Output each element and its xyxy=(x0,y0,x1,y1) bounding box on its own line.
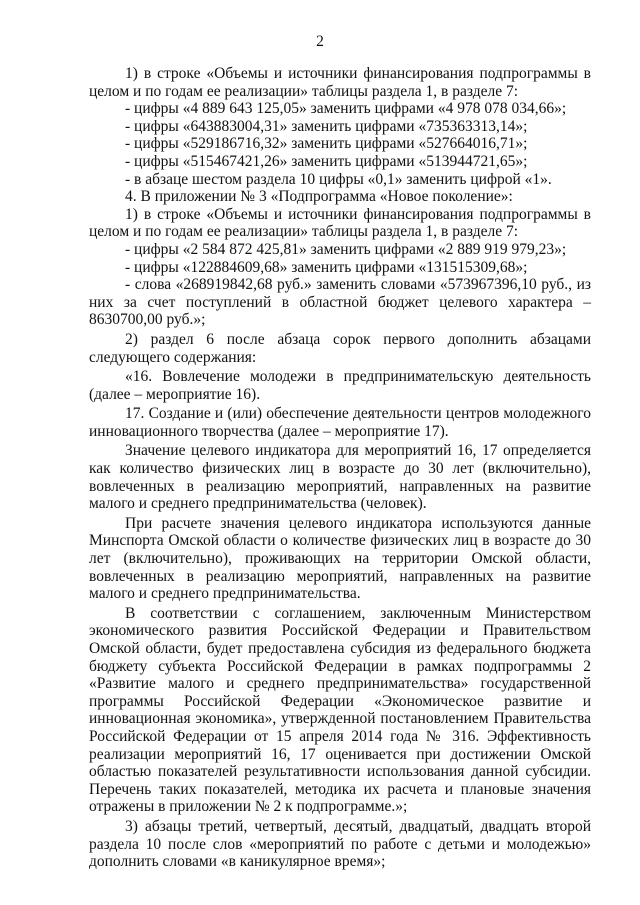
list-item-replace-year1: - цифры «643883004,31» заменить цифрами «735363313,14»; xyxy=(125,117,528,135)
list-item-replace-total: - цифры «4 889 643 125,05» заменить цифрами «4 978 078 034,66»; xyxy=(125,100,567,118)
page-number: 2 xyxy=(316,33,324,50)
list-item-replace-total-new-gen: - цифры «2 584 872 425,81» заменить цифрами «2 889 919 979,23»; xyxy=(125,240,567,258)
paragraph-federal-subsidy: В соответствии с соглашением, заключенным Министерством экономического развития Российской Федерации и Правительством Омской области, будет предоставлена субсидия из федерального бюджета бюджету субъекта Российской Федерации в рамках подпрограммы 2 «Развитие малого и среднего предпринимательства» государственной программы Российской Федерации «Экономическое развитие и инновационная экономика», утвержденной постановлением Правительства Российской Федерации от 15 апреля 2014 года № 316. Эффективность реализации мероприятий 16, 17 оценивается при достижении Омской областью показателей результативности использования данной субсидии. Перечень таких показателей, методика их расчета и плановые значения отражены в приложении № 2 к подпрограмме.»; xyxy=(89,604,591,816)
list-item-replace-year3: - цифры «515467421,26» заменить цифрами «513944721,65»; xyxy=(125,152,528,170)
paragraph-indicator-value: Значение целевого индикатора для мероприятий 16, 17 определяется как количество физических лиц в возрасте до 30 лет (включительно), вовлеченных в реализацию мероприятий, направленных на развитие малого и среднего предпринимательства (человек). xyxy=(89,442,591,513)
paragraph-measure-17: 17. Создание и (или) обеспечение деятельности центров молодежного инновационного творчества (далее – мероприятие 17). xyxy=(89,405,591,440)
list-item-replace-year-new-gen: - цифры «122884609,68» заменить цифрами «131515309,68»; xyxy=(125,258,528,276)
paragraph-sub3-section10: 3) абзацы третий, четвертый, десятый, двадцатый, двадцать второй раздела 10 после слов «мероприятий по работе с детьми и молодежью» дополнить словами «в каникулярное время»; xyxy=(89,817,591,871)
paragraph-item-4-heading: 4. В приложении № 3 «Подпрограмма «Новое поколение»: xyxy=(125,188,513,206)
paragraph-indicator-calculation: При расчете значения целевого индикатора используются данные Минспорта Омской области о количестве физических лиц в возрасте до 30 лет (включительно), проживающих на территории Омской области, вовлеченных в реализацию мероприятий, направленных на развитие малого и среднего предпринимательства. xyxy=(89,514,591,603)
paragraph-sub1-financing: 1) в строке «Объемы и источники финансирования подпрограммы в целом и по годам ее реализации» таблицы раздела 1, в разделе 7: xyxy=(89,65,591,100)
paragraph-measure-16: «16. Вовлечение молодежи в предпринимательскую деятельность (далее – мероприятие 16). xyxy=(89,368,591,403)
document-body xyxy=(89,65,591,871)
paragraph-sub1-financing-new-gen: 1) в строке «Объемы и источники финансирования подпрограммы в целом и по годам ее реализации» таблицы раздела 1, в разделе 7: xyxy=(89,205,591,241)
list-item-replace-words-new-gen: - слова «268919842,68 руб.» заменить словами «573967396,10 руб., из них за счет поступлений в областной бюджет целевого характера – 8630700,00 руб.»; xyxy=(89,276,591,329)
list-item-replace-year2: - цифры «529186716,32» заменить цифрами «527664016,71»; xyxy=(125,135,528,153)
list-item-section10-change: - в абзаце шестом раздела 10 цифры «0,1» заменить цифрой «1». xyxy=(125,170,552,188)
paragraph-sub2-section6: 2) раздел 6 после абзаца сорок первого дополнить абзацами следующего содержания: xyxy=(89,330,591,366)
